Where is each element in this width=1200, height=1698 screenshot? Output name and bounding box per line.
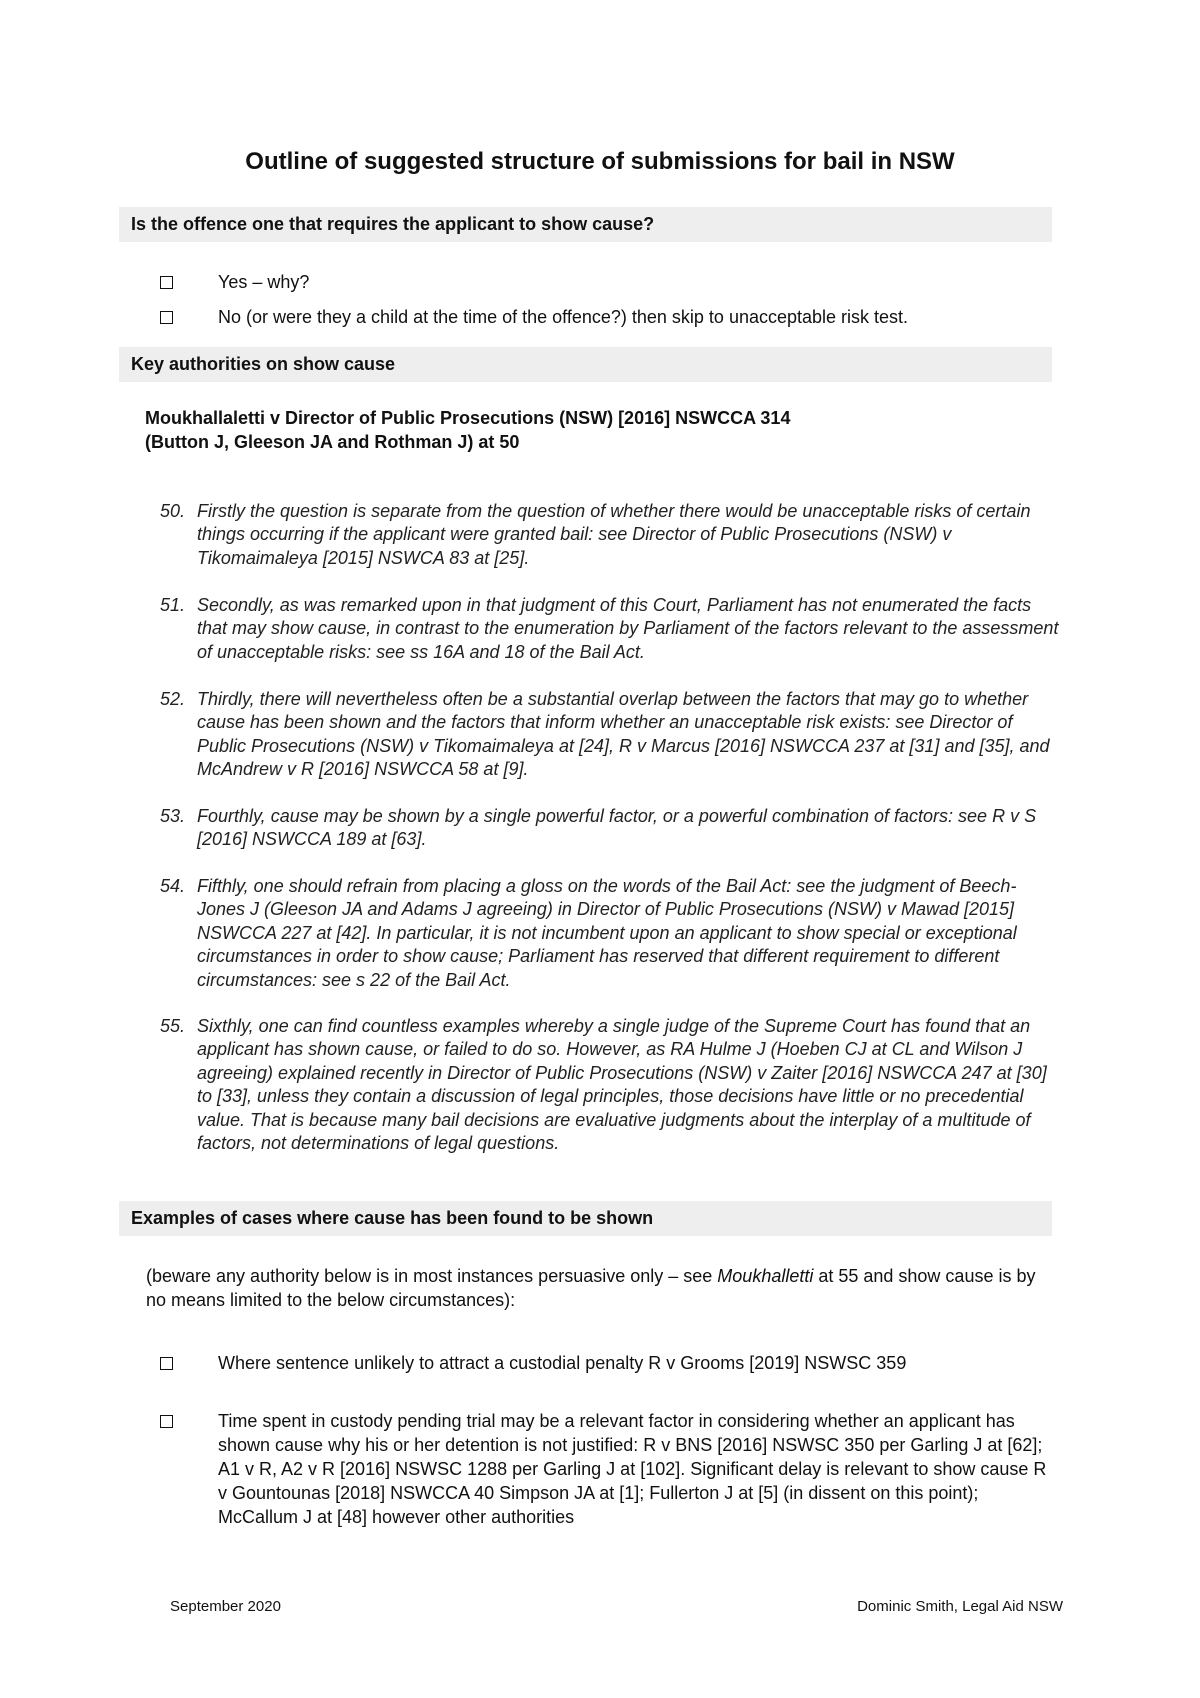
paragraph-number: 51. bbox=[160, 595, 186, 615]
quoted-paragraph-55 bbox=[160, 1015, 1060, 1155]
footer-author: Dominic Smith, Legal Aid NSW bbox=[857, 1598, 1063, 1615]
paragraph-number: 53. bbox=[160, 806, 186, 826]
checkbox-label: No (or were they a child at the time of the offence?) then skip to unacceptable risk test. bbox=[218, 307, 909, 327]
paragraph-text: Fifthly, one should refrain from placing a gloss on the words of the Bail Act: see the judgment of Beech-Jones J (Gleeson JA and Adams J agreeing) in Director of Public Prosecutions (NSW) v Mawad [2015] NSWCCA 227 at [42]. In particular, it is not incumbent upon an applicant to show special or exceptional circumstances in order to show cause; Parliament has reserved that different requirement to different circumstances: see s 22 of the Bail Act. bbox=[197, 876, 1017, 990]
case-citation-line: (Button J, Gleeson JA and Rothman J) at 50 bbox=[145, 432, 520, 452]
quoted-paragraph-51 bbox=[160, 594, 1060, 664]
checkbox-icon[interactable] bbox=[160, 1357, 173, 1370]
document-title: Outline of suggested structure of submissions for bail in NSW bbox=[245, 148, 955, 175]
examples-intro-text: at 55 and show cause is by no means limited to the below circumstances): bbox=[146, 1266, 1036, 1310]
checkbox-label: Yes – why? bbox=[218, 272, 310, 292]
section-heading-key-authorities: Key authorities on show cause bbox=[119, 347, 1052, 382]
examples-intro-case: Moukhalletti bbox=[717, 1266, 814, 1286]
footer-date: September 2020 bbox=[170, 1598, 281, 1615]
checkbox-icon[interactable] bbox=[160, 311, 173, 324]
quoted-paragraph-50 bbox=[160, 500, 1060, 570]
examples-intro-text: (beware any authority below is in most instances persuasive only – see bbox=[146, 1266, 718, 1286]
paragraph-number: 54. bbox=[160, 876, 186, 896]
checkbox-label: Time spent in custody pending trial may be a relevant factor in considering whether an applicant has shown cause why his or her detention is not justified: R v BNS [2016] NSWSC 350 per Garling J at [62]; A1 v R, A2 v R [2016] NSWSC 1288 per Garling J at [102]. Significant delay is relevant to show cause R v Gountounas [2018] NSWCCA 40 Simpson JA at [1]; Fullerton J at [5] (in dissent on this point); McCallum J at [48] however other authorities bbox=[218, 1411, 1047, 1527]
case-citation-line: Moukhallaletti v Director of Public Prosecutions (NSW) [2016] NSWCCA 314 bbox=[145, 408, 791, 428]
paragraph-text: Firstly the question is separate from the question of whether there would be unacceptable risks of certain things occurring if the applicant were granted bail: see Director of Public Prosecutions (NSW) v Tikomaimaleya [2015] NSWCA 83 at [25]. bbox=[197, 501, 1031, 568]
section-heading-show-cause-question: Is the offence one that requires the applicant to show cause? bbox=[119, 207, 1052, 242]
section-heading-examples: Examples of cases where cause has been found to be shown bbox=[119, 1201, 1052, 1236]
paragraph-text: Sixthly, one can find countless examples whereby a single judge of the Supreme Court has found that an applicant has shown cause, or failed to do so. However, as RA Hulme J (Hoeben CJ at CL and Wilson J agreeing) explained recently in Director of Public Prosecutions (NSW) v Zaiter [2016] NSWCCA 247 at [30] to [33], unless they contain a discussion of legal principles, those decisions have little or no precedential value. That is because many bail decisions are evaluative judgments about the interplay of a multitude of factors, not determinations of legal questions. bbox=[197, 1016, 1047, 1154]
examples-intro bbox=[146, 1264, 1056, 1312]
case-citation bbox=[145, 406, 790, 454]
checkbox-icon[interactable] bbox=[160, 1415, 173, 1428]
checkbox-label: Where sentence unlikely to attract a custodial penalty R v Grooms [2019] NSWSC 359 bbox=[218, 1353, 907, 1373]
paragraph-text: Fourthly, cause may be shown by a single powerful factor, or a powerful combination of factors: see R v S [2016] NSWCCA 189 at [63]. bbox=[197, 806, 1037, 850]
quoted-paragraph-54 bbox=[160, 875, 1060, 992]
quoted-paragraph-52 bbox=[160, 688, 1060, 782]
paragraph-number: 52. bbox=[160, 689, 186, 709]
paragraph-number: 50. bbox=[160, 501, 186, 521]
quoted-paragraph-53 bbox=[160, 805, 1060, 852]
paragraph-text: Thirdly, there will nevertheless often be a substantial overlap between the factors that may go to whether cause has been shown and the factors that inform whether an unacceptable risk exists: see Director of Public Prosecutions (NSW) v Tikomaimaleya at [24], R v Marcus [2016] NSWCCA 237 at [31] and [35], and McAndrew v R [2016] NSWCCA 58 at [9]. bbox=[197, 689, 1050, 780]
paragraph-number: 55. bbox=[160, 1016, 186, 1036]
checkbox-icon[interactable] bbox=[160, 276, 173, 289]
paragraph-text: Secondly, as was remarked upon in that judgment of this Court, Parliament has not enumerated the facts that may show cause, in contrast to the enumeration by Parliament of the factors relevant to the assessment of unacceptable risks: see ss 16A and 18 of the Bail Act. bbox=[197, 595, 1059, 662]
